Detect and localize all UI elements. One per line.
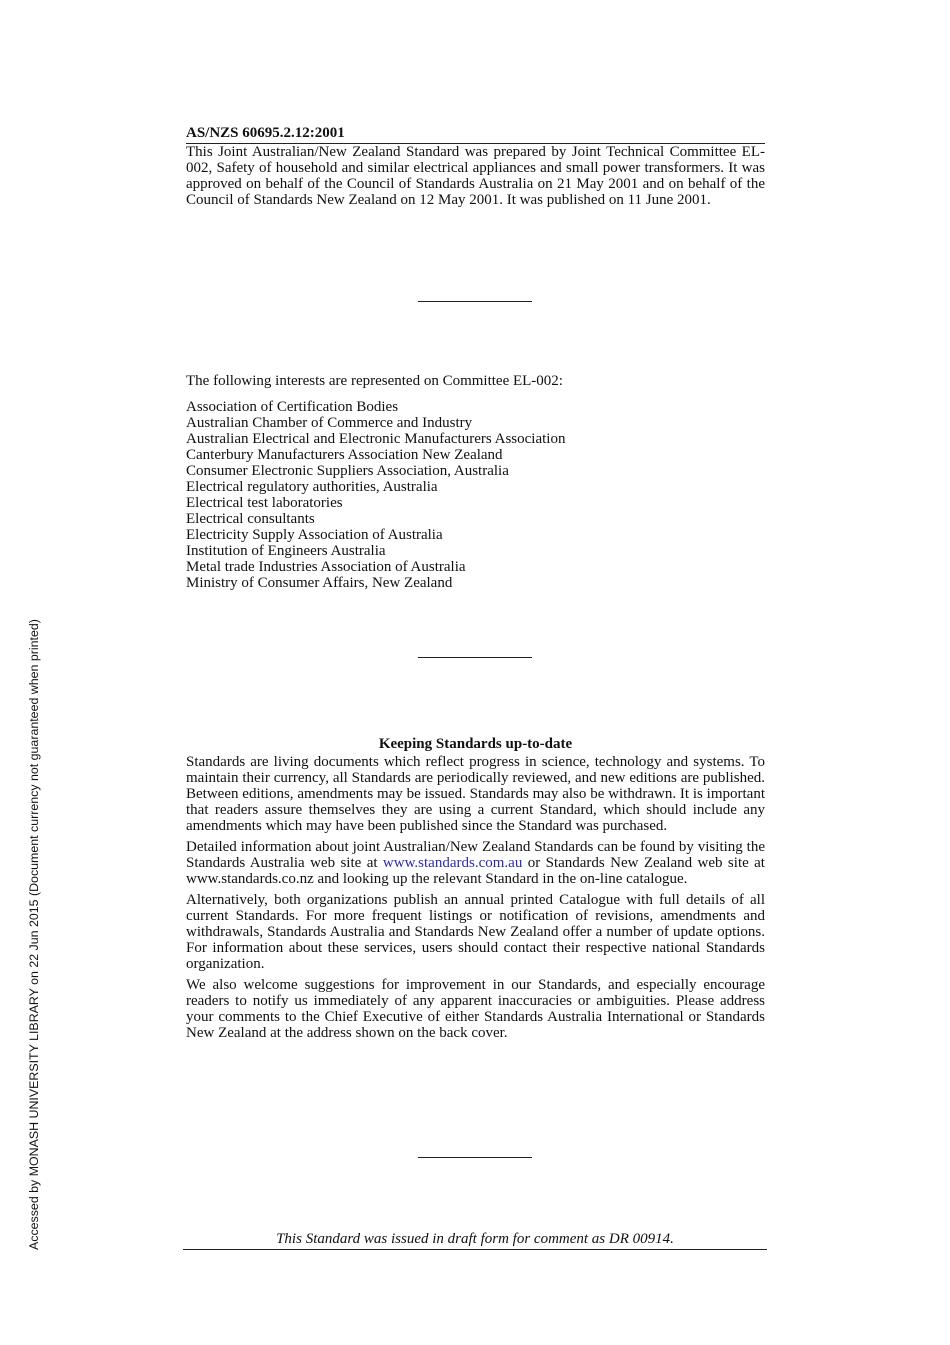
access-watermark: Accessed by MONASH UNIVERSITY LIBRARY on 22 Jun 2015 (Document currency not guaranteed when printed) (27, 619, 41, 1250)
paragraph-text: or Standards New Zealand web site at www.standards.co.nz and looking up the relevant Standard in the on-line catalogue. (186, 855, 765, 887)
header-block (186, 124, 765, 208)
list-item: Ministry of Consumer Affairs, New Zealand (186, 575, 453, 591)
divider-rule (418, 1157, 532, 1158)
list-item: Electrical regulatory authorities, Australia (186, 479, 438, 495)
keeping-paragraph-1: Standards are living documents which reflect progress in science, technology and systems. To maintain their currency, all Standards are periodically reviewed, and new editions are published. Between editions, amendments may be issued. Standards may also be withdrawn. It is important that readers assure themselves they are using a current Standard, which should include any amendments which may have been published since the Standard was purchased. (186, 754, 765, 834)
list-item: Electricity Supply Association of Australia (186, 527, 443, 543)
interests-list (186, 399, 565, 591)
standard-id: AS/NZS 60695.2.12:2001 (186, 124, 765, 144)
list-item: Electrical test laboratories (186, 495, 343, 511)
keeping-paragraph-3: Alternatively, both organizations publish an annual printed Catalogue with full details of all current Standards. For more frequent listings or notification of revisions, amendments and withdrawals, Standards Australia and Standards New Zealand offer a number of update options. For information about these services, users should contact their respective national Standards organization. (186, 892, 765, 972)
standards-website-link[interactable]: www.standards.com.au (382, 855, 523, 871)
keeping-paragraph-4: We also welcome suggestions for improvement in our Standards, and especially encourage readers to notify us immediately of any apparent inaccuracies or ambiguities. Please address your comments to the Chief Executive of either Standards Australia International or Standards New Zealand at the address shown on the back cover. (186, 977, 765, 1041)
interests-intro: The following interests are represented on Committee EL-002: (186, 373, 563, 389)
draft-note: This Standard was issued in draft form for comment as DR 00914. (183, 1230, 767, 1250)
keeping-standards-section (186, 735, 765, 1046)
list-item: Electrical consultants (186, 511, 315, 527)
list-item: Consumer Electronic Suppliers Association, Australia (186, 463, 509, 479)
preparation-paragraph: This Joint Australian/New Zealand Standard was prepared by Joint Technical Committee EL-002, Safety of household and similar electrical appliances and small power transformers. It was approved on behalf of the Council of Standards Australia on 21 May 2001 and on behalf of the Council of Standards New Zealand on 12 May 2001. It was published on 11 June 2001. (186, 144, 765, 208)
list-item: Institution of Engineers Australia (186, 543, 386, 559)
section-title: Keeping Standards up-to-date (378, 736, 573, 752)
divider-rule (418, 301, 532, 302)
list-item: Association of Certification Bodies (186, 399, 399, 415)
list-item: Australian Electrical and Electronic Manufacturers Association (186, 431, 566, 447)
list-item: Canterbury Manufacturers Association New Zealand (186, 447, 503, 463)
divider-rule (418, 657, 532, 658)
list-item: Australian Chamber of Commerce and Industry (186, 415, 473, 431)
list-item: Metal trade Industries Association of Australia (186, 559, 466, 575)
paragraph-text: Detailed information about joint Australian/New Zealand Standards can be found by visiting the Standards Australia web site at (186, 839, 765, 871)
keeping-paragraph-2 (186, 839, 765, 887)
